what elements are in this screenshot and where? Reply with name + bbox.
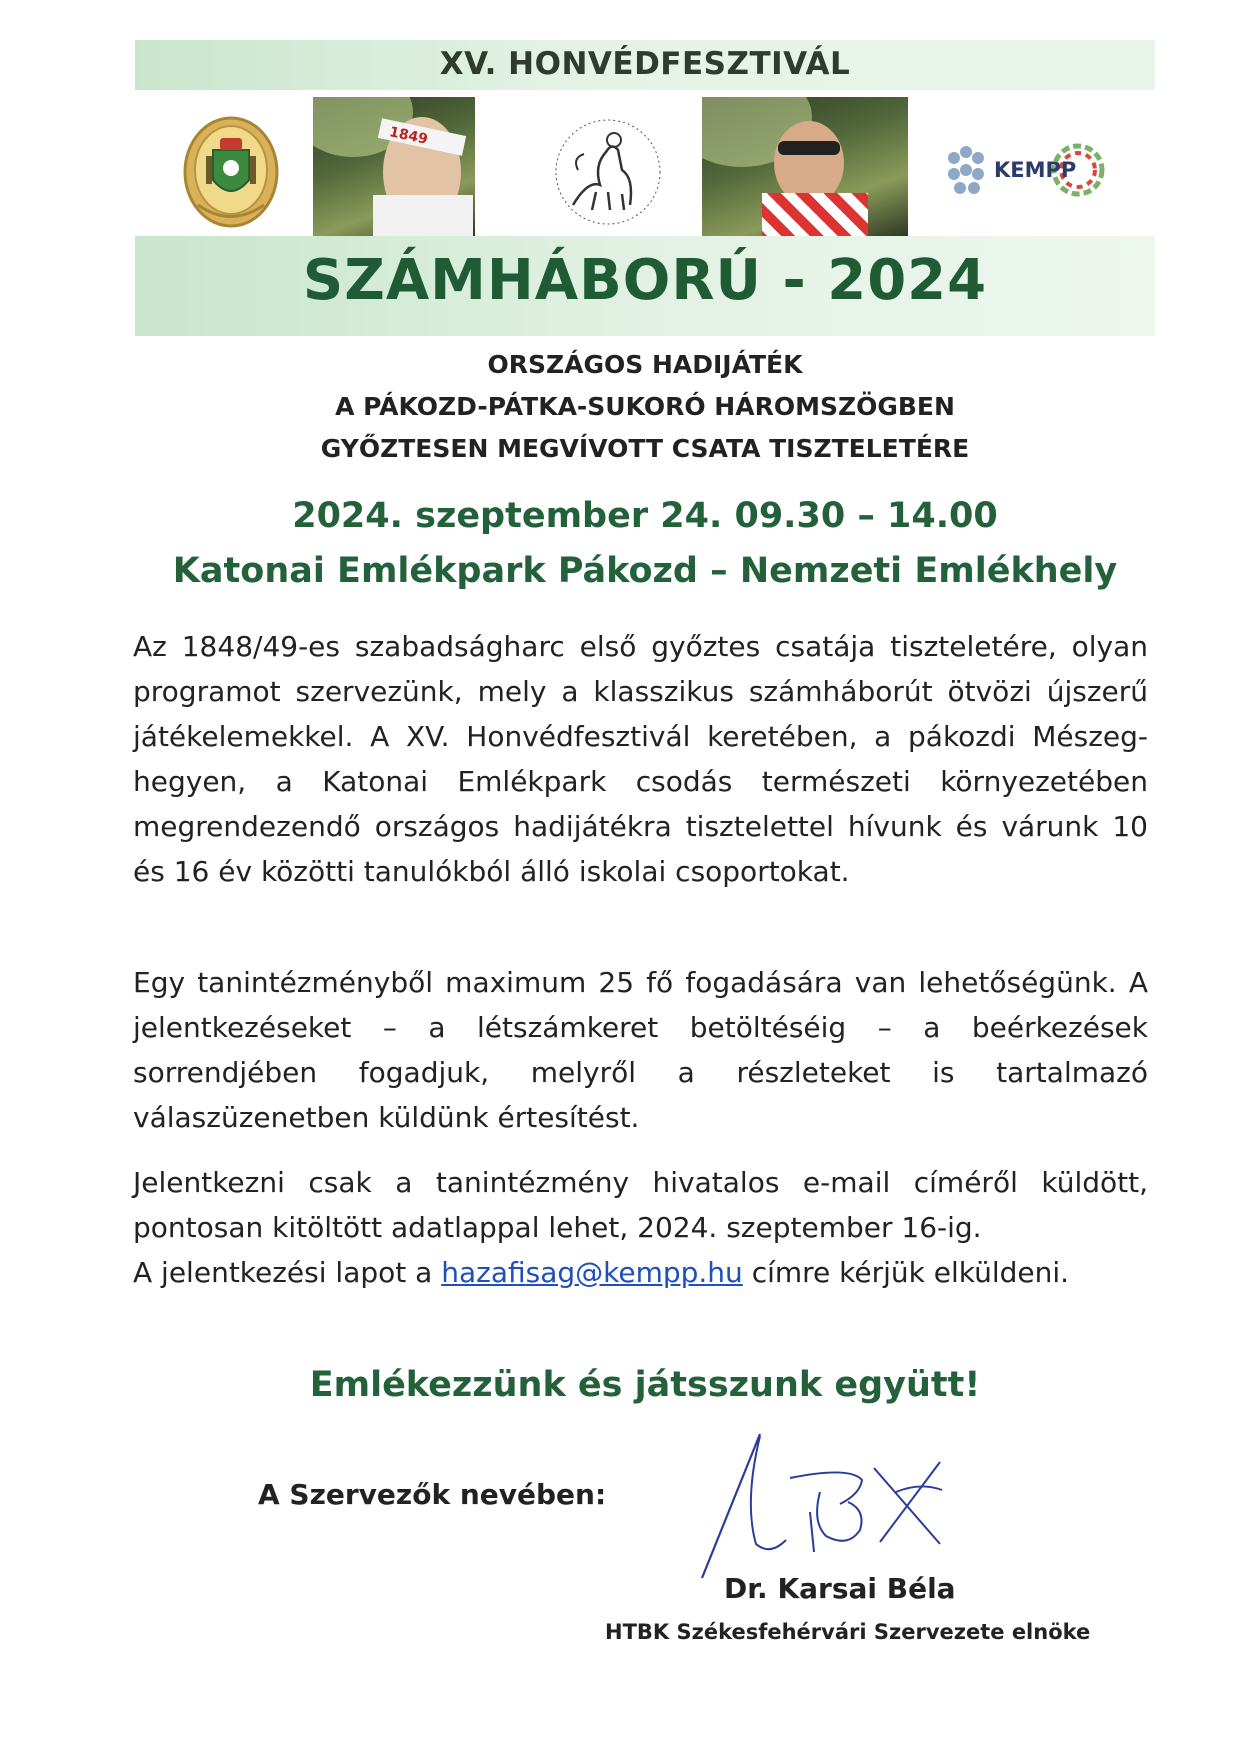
signer-name: Dr. Karsai Béla <box>724 1572 956 1605</box>
festival-title: XV. HONVÉDFESZTIVÁL <box>439 46 851 82</box>
paragraph-send-form <box>133 1250 1148 1295</box>
kempp-logo-text: KEMPP <box>994 158 1077 182</box>
horse-rider-emblem <box>548 110 668 238</box>
main-title: SZÁMHÁBORÚ - 2024 <box>302 248 988 313</box>
paragraph-capacity: Egy tanintézményből maximum 25 fő fogadására van lehetőségünk. A jelentkezéseket – a létszámkeret betöltéséig – a beérkezések sorrendjében fogadjuk, melyről a részleteket is tartalmazó válaszüzenetben küldünk értesítést. <box>133 966 1148 1134</box>
closing-slogan: Emlékezzünk és játsszunk együtt! <box>309 1365 981 1405</box>
organizers-label: A Szervezők nevében: <box>258 1478 607 1511</box>
event-location: Katonai Emlékpark Pákozd – Nemzeti Emlékhely <box>172 551 1118 591</box>
email-link[interactable]: hazafisag@kempp.hu <box>441 1256 743 1289</box>
headband-text: 1849 <box>387 124 430 148</box>
signer-title: HTBK Székesfehérvári Szervezete elnöke <box>605 1620 1091 1644</box>
send-form-text-before: A jelentkezési lapot a <box>133 1256 433 1289</box>
send-form-text-after: címre kérjük elküldeni. <box>751 1256 1070 1289</box>
subtitle-line-2: A PÁKOZD-PÁTKA-SUKORÓ HÁROMSZÖGBEN <box>335 392 955 421</box>
subtitle-line-1: ORSZÁGOS HADIJÁTÉK <box>487 350 803 379</box>
paragraph-intro: Az 1848/49-es szabadságharc első győztes csatája tiszteletére, olyan programot szervezünk, mely a klasszikus számháborút ötvözi újszerű játékelemekkel. A XV. Honvédfesztivál keretében, a pákozdi Mészeg-hegyen, a Katonai Emlékpark csodás természeti környezetében megrendezendő országos hadijátékra tisztelettel hívunk és várunk 10 és 16 év közötti tanulókból álló iskolai csoportokat. <box>133 630 1148 888</box>
handwritten-signature <box>690 1432 970 1582</box>
shield-crest-emblem <box>180 110 282 230</box>
subtitle-line-3: GYŐZTESEN MEGVÍVOTT CSATA TISZTELETÉRE <box>320 434 970 463</box>
paragraph-registration: Jelentkezni csak a tanintézmény hivatalos e-mail címéről küldött, pontosan kitöltött adatlappal lehet, 2024. szeptember 16-ig. <box>133 1166 1148 1244</box>
photo-boy-sunglasses <box>702 97 908 239</box>
event-datetime: 2024. szeptember 24. 09.30 – 14.00 <box>292 496 998 536</box>
kempp-logo <box>940 140 1112 204</box>
photo-child-headband <box>313 97 475 239</box>
